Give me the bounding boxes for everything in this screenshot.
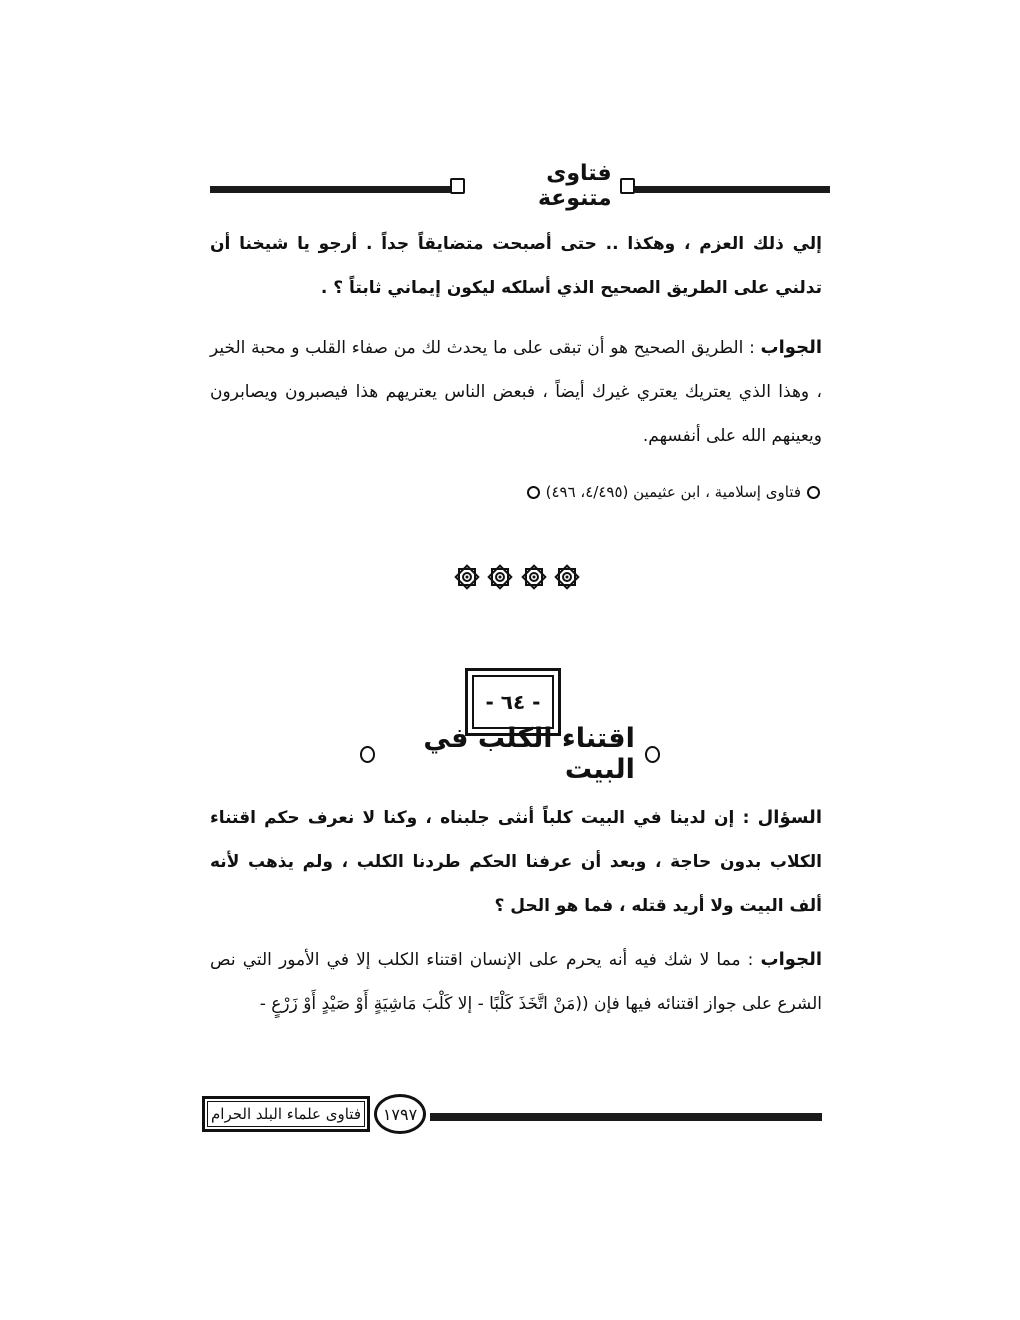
source-citation [210,480,820,504]
question-paragraph [210,796,822,928]
ornament-star-icon [519,562,549,592]
header-title: فتاوى متنوعة [537,161,612,211]
answer-label: الجواب [760,337,822,358]
section-divider-ornaments [452,562,582,596]
circle-bullet-icon [360,746,375,763]
answer-paragraph-2 [210,938,822,1026]
running-footer [202,1094,822,1138]
header-rule-right [635,186,830,193]
book-title: فتاوى علماء البلد الحرام [207,1101,365,1127]
fatwa-title: اقتناء الكلب في البيت [423,723,635,785]
page-number: ١٧٩٧ [374,1094,426,1134]
question-text: : إن لدينا في البيت كلباً أنثى جلبناه ، وكنا لا نعرف حكم اقتناء الكلاب بدون حاجة ، وبعد أن عرفنا الحكم طردنا الكلب ، ولم يذهب لأنه ألف البيت ولا أريد قتله ، فما هو الحل ؟ [210,808,822,916]
circle-bullet-icon [527,486,540,499]
fatwa-title-group [360,723,660,785]
question-continuation: إلي ذلك العزم ، وهكذا .. حتى أصبحت متضايقاً جداً . أرجو يا شيخنا أن تدلني على الطريق الصحيح الذي أسلكه ليكون إيماني ثابتاً ؟ . [210,234,822,298]
ornament-star-icon [452,562,482,592]
question-label: السؤال [757,807,822,828]
square-bullet-icon [620,178,635,194]
ornament-star-icon [485,562,515,592]
circle-bullet-icon [807,486,820,499]
ornament-star-icon [552,562,582,592]
circle-bullet-icon [645,746,660,763]
fatwa-number: - ٦٤ - [472,675,554,729]
answer-text: : الطريق الصحيح هو أن تبقى على ما يحدث لك من صفاء القلب و محبة الخير ، وهذا الذي يعتريك يعتري غيرك أيضاً ، فبعض الناس يعتريهم هذا فيصبرون ويصابرون ويعينهم الله على أنفسهم. [210,338,822,446]
running-header [210,161,830,211]
square-bullet-icon [450,178,465,194]
answer-label: الجواب [760,949,822,970]
answer-paragraph-1 [210,326,822,458]
header-title-group [450,161,635,211]
header-rule-left [210,186,450,193]
book-title-box [202,1096,370,1132]
footer-rule [430,1113,822,1121]
answer-text: : مما لا شك فيه أنه يحرم على الإنسان اقتناء الكلب إلا في الأمور التي نص الشرع على جواز اقتنائه فيها فإن ((مَنْ اتَّخَذَ كَلْبًا - إلا كَلْبَ مَاشِيَةٍ أَوْ صَيْدٍ أَوْ زَرْعٍ - [210,950,822,1014]
source-text: فتاوى إسلامية ، ابن عثيمين (٤/٤٩٥، ٤٩٦) [545,483,801,501]
